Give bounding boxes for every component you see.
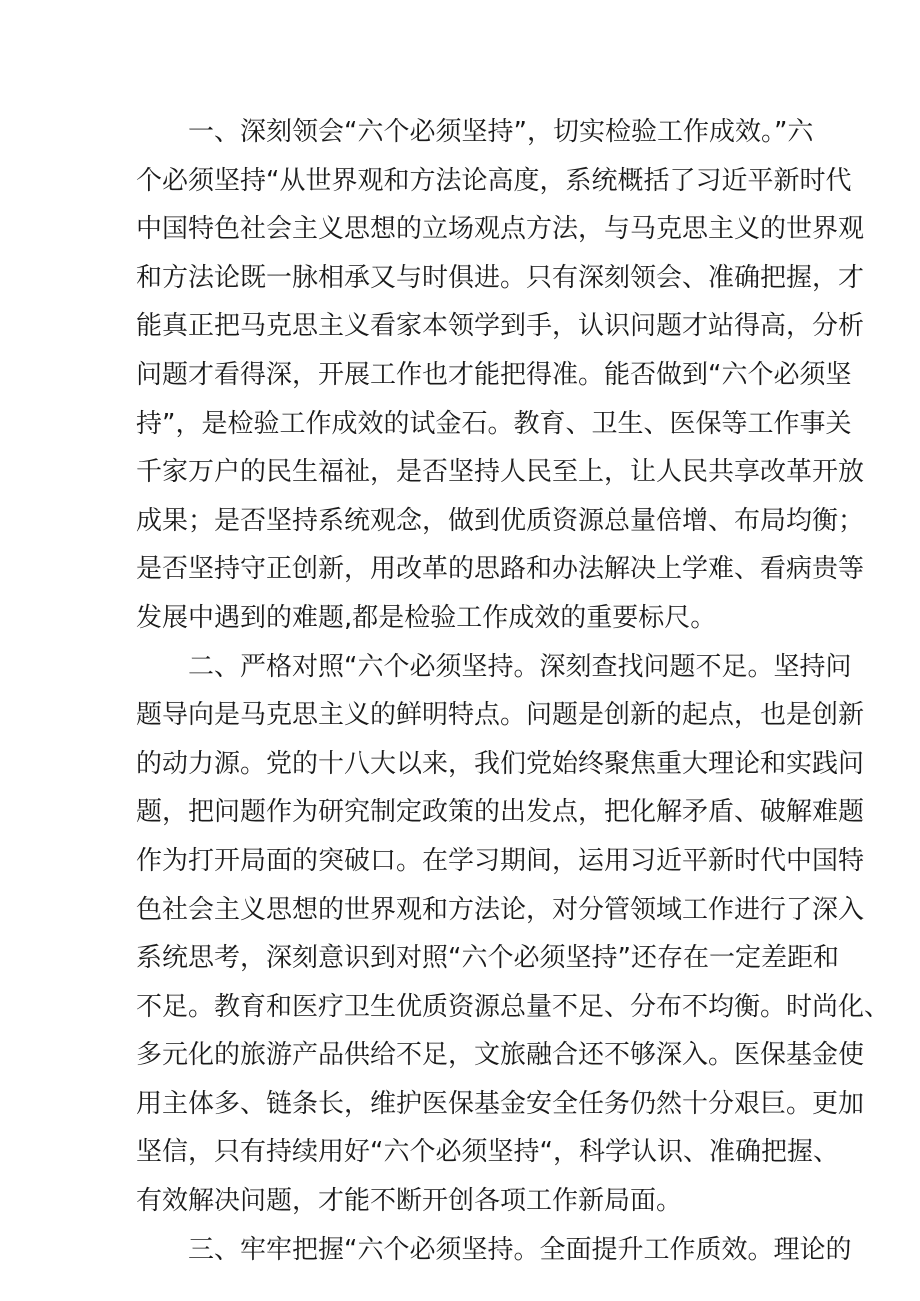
document-body bbox=[136, 108, 891, 1274]
paragraph-2-line-11: 坚信，只有持续用好“六个必须坚持“，科学认识、准确把握、 bbox=[136, 1137, 839, 1168]
paragraph-1-line-11: 发展中遇到的难题,都是检验工作成效的重要标尺。 bbox=[136, 602, 717, 633]
paragraph-2-line-9: 多元化的旅游产品供给不足，文旅融合还不够深入。医保基金使 bbox=[136, 1040, 865, 1071]
paragraph-2-line-6: 色社会主义思想的世界观和方法论，对分管领域工作进行了深入 bbox=[136, 894, 865, 925]
paragraph-1-line-10: 是否坚持守正创新，用改革的思路和办法解决上学难、看病贵等 bbox=[136, 554, 865, 585]
paragraph-1-line-6: 问题才看得深，开展工作也才能把得准。能否做到“六个必须坚 bbox=[136, 359, 852, 390]
paragraph-1-line-5: 能真正把马克思主义看家本领学到手，认识问题才站得高，分析 bbox=[136, 311, 865, 342]
paragraph-2-line-1: 二、严格对照“六个必须坚持。深刻查找问题不足。坚持问 bbox=[188, 651, 852, 682]
paragraph-2-line-8: 不足。教育和医疗卫生优质资源总量不足、分布不均衡。时尚化、 bbox=[136, 991, 891, 1022]
paragraph-2-line-4: 题，把问题作为研究制定政策的出发点，把化解矛盾、破解难题 bbox=[136, 797, 865, 828]
paragraph-1-line-3: 中国特色社会主义思想的立场观点方法，与马克思主义的世界观 bbox=[136, 214, 865, 245]
paragraph-1-line-7: 持”，是检验工作成效的试金石。教育、卫生、医保等工作事关 bbox=[136, 408, 852, 439]
paragraph-1-line-1: 一、深刻领会“六个必须坚持”，切实检验工作成效。”六 bbox=[188, 117, 814, 147]
paragraph-2-line-3: 的动力源。党的十八大以来，我们党始终聚焦重大理论和实践问 bbox=[136, 748, 865, 779]
paragraph-1-line-8: 千家万户的民生福祉，是否坚持人民至上，让人民共享改革开放 bbox=[136, 457, 865, 488]
paragraph-2-line-12: 有效解决问题，才能不断开创各项工作新局面。 bbox=[136, 1186, 683, 1217]
paragraph-2-line-10: 用主体多、链条长，维护医保基金安全任务仍然十分艰巨。更加 bbox=[136, 1088, 865, 1119]
paragraph-2-line-7: 系统思考，深刻意识到对照“六个必须坚持”还存在一定差距和 bbox=[136, 943, 839, 974]
paragraph-2-line-5: 作为打开局面的突破口。在学习期间，运用习近平新时代中国特 bbox=[136, 845, 865, 876]
paragraph-1-line-4: 和方法论既一脉相承又与时俱进。只有深刻领会、准确把握，才 bbox=[136, 262, 865, 293]
paragraph-3-line-1: 三、牢牢把握“六个必须坚持。全面提升工作质效。理论的 bbox=[188, 1234, 852, 1265]
paragraph-1-line-2: 个必须坚持“从世界观和方法论高度，系统概括了习近平新时代 bbox=[136, 165, 852, 196]
paragraph-2-line-2: 题导向是马克思主义的鲜明特点。问题是创新的起点，也是创新 bbox=[136, 700, 865, 731]
paragraph-1-line-9: 成果；是否坚持系统观念，做到优质资源总量倍增、布局均衡； bbox=[136, 505, 865, 536]
